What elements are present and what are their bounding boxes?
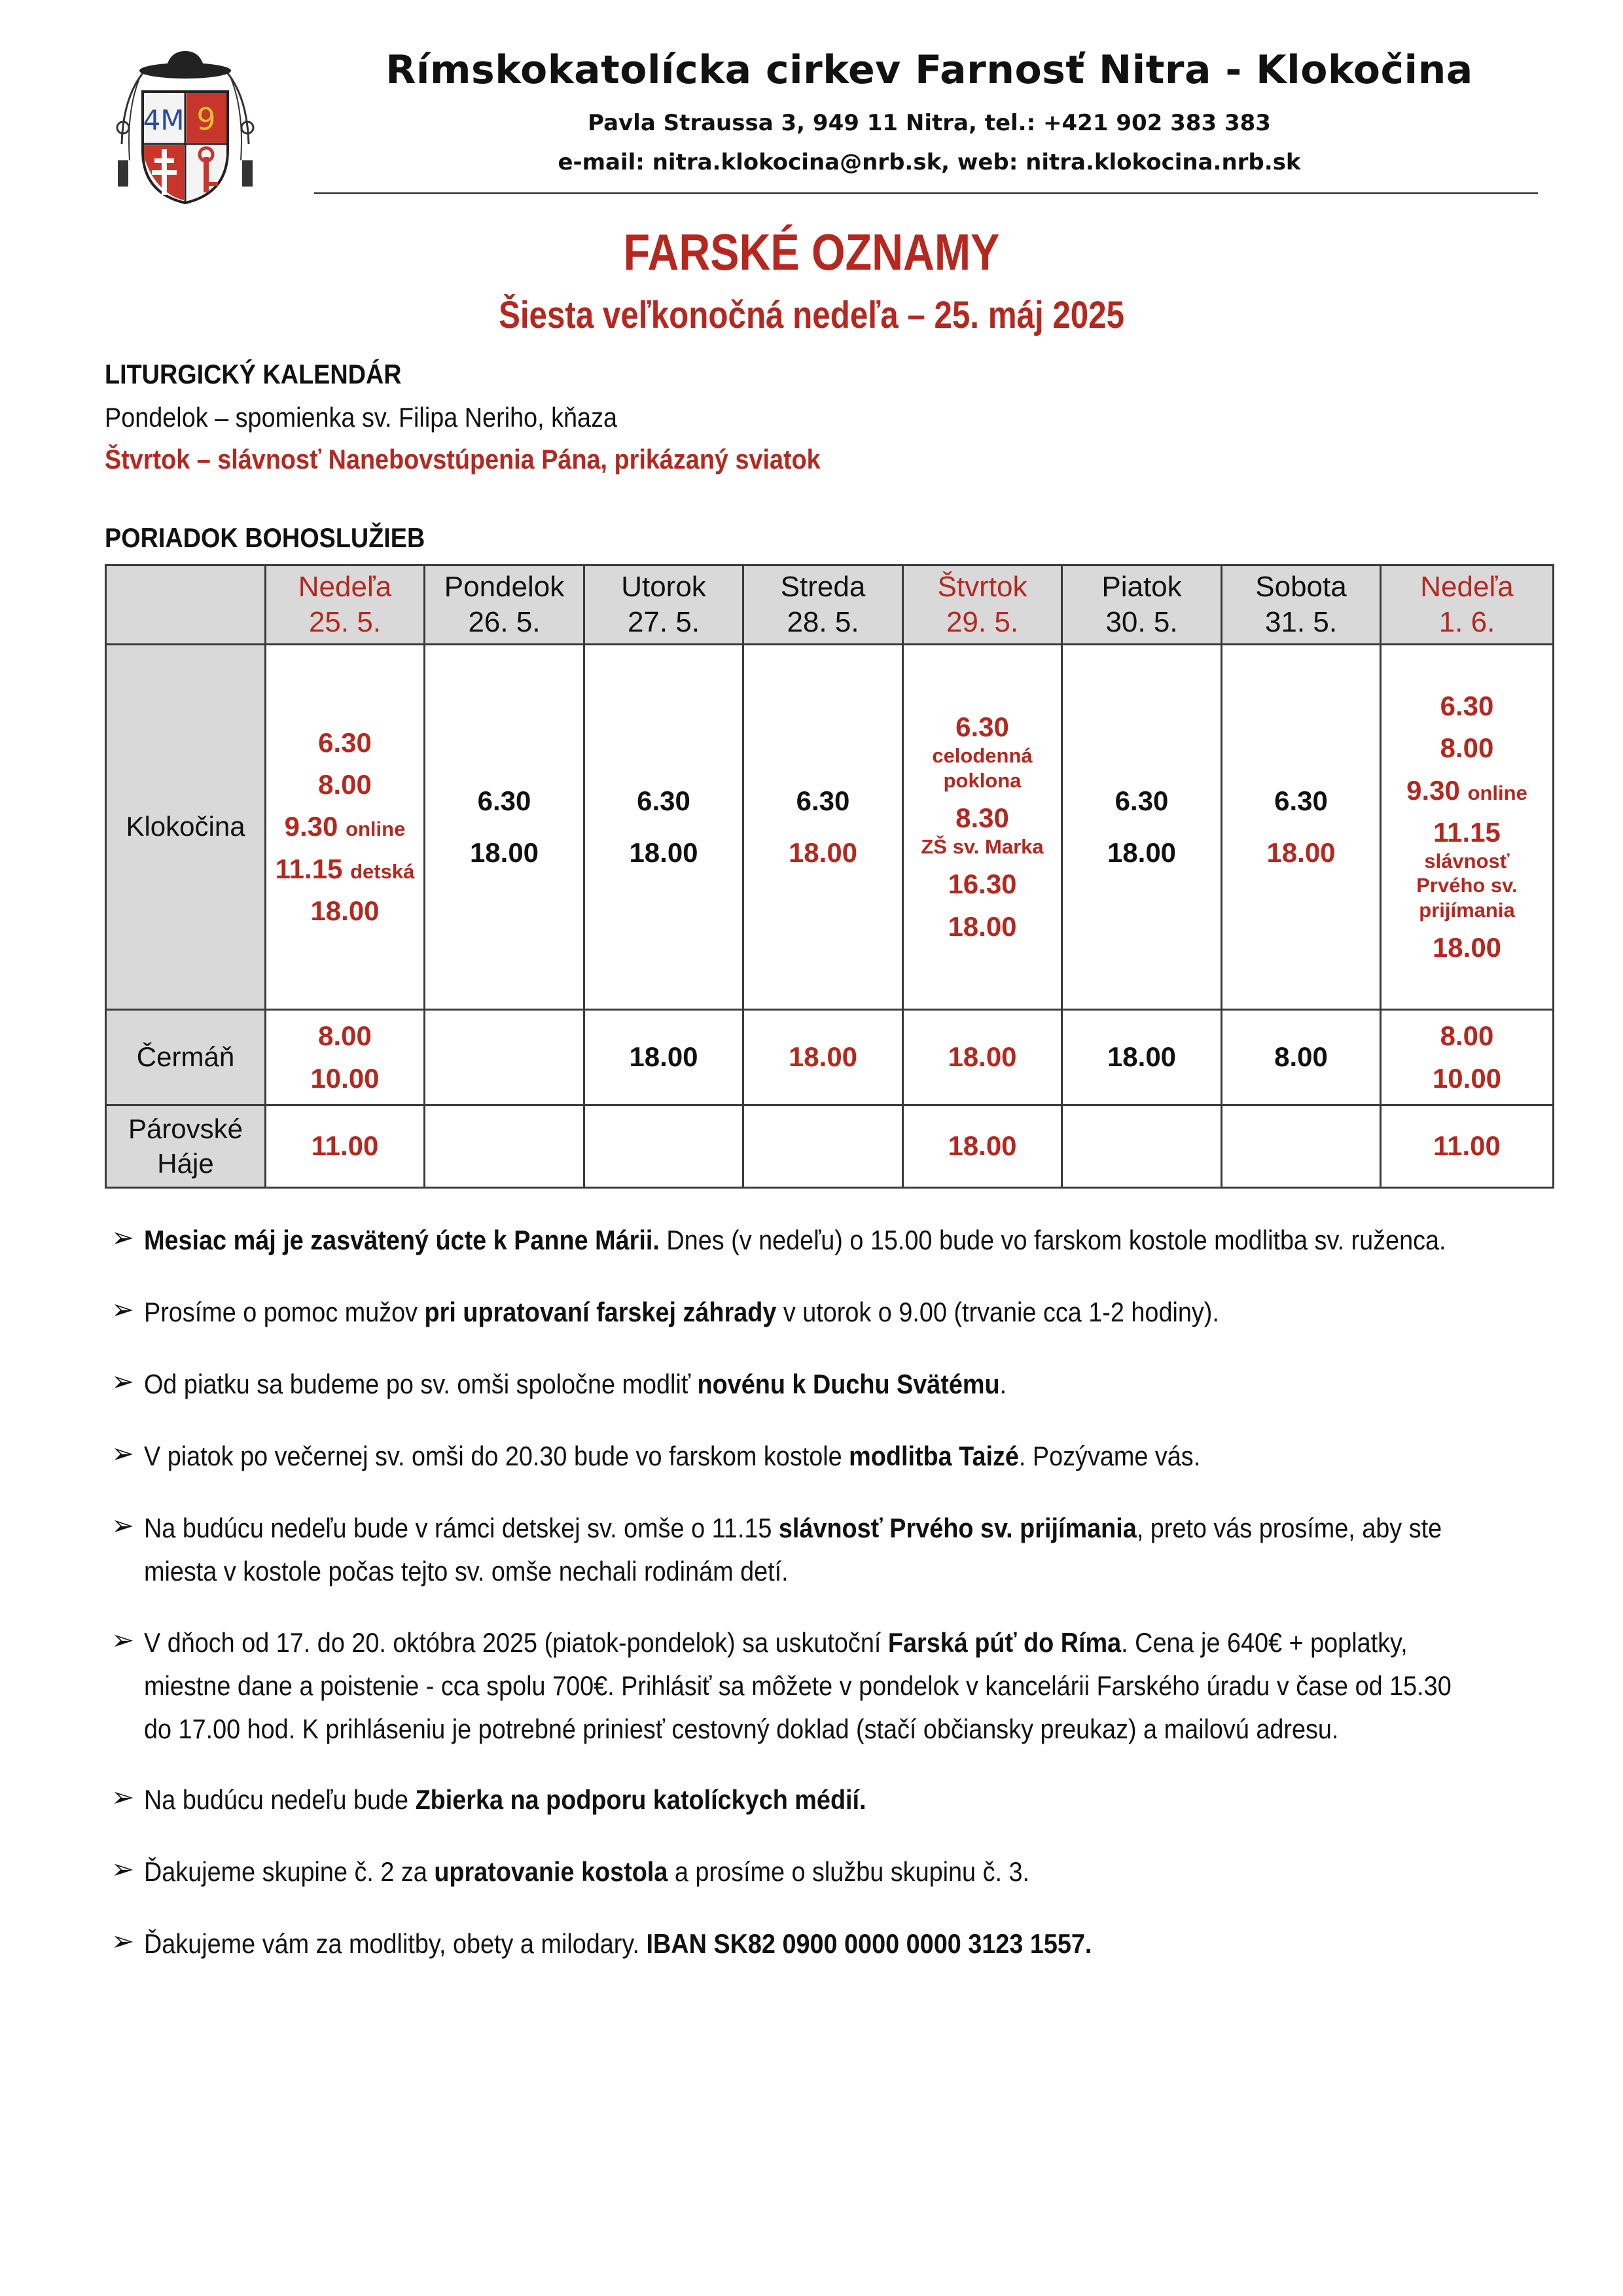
cerman-saturday-cell: 8.00 [1222, 1010, 1381, 1105]
day-header-tuesday: Utorok 27. 5. [584, 565, 743, 645]
cerman-tuesday-cell: 18.00 [584, 1010, 743, 1105]
schedule-header-row [106, 565, 1554, 645]
klokocina-tuesday-cell: 6.30 18.00 [584, 645, 743, 1010]
cerman-thursday-cell: 18.00 [903, 1010, 1062, 1105]
schedule-row-klokocina [106, 645, 1554, 1010]
parovske-wednesday-cell [743, 1105, 903, 1188]
day-header-wednesday: Streda 28. 5. [743, 565, 903, 645]
day-header-next-sunday: Nedeľa 1. 6. [1381, 565, 1554, 645]
day-header-monday: Pondelok 26. 5. [425, 565, 584, 645]
cerman-wednesday-cell: 18.00 [743, 1010, 903, 1105]
mass-schedule-table [105, 564, 1554, 1189]
parovske-monday-cell [425, 1105, 584, 1188]
arrow-bullet-icon: ➢ [111, 1438, 135, 1469]
cerman-monday-cell [425, 1010, 584, 1105]
klokocina-saturday-cell: 6.30 18.00 [1222, 645, 1381, 1010]
document-title: FARSKÉ OZNAMY [623, 223, 1000, 281]
parovske-saturday-cell [1222, 1105, 1381, 1188]
schedule-row-parovske-haje [106, 1105, 1554, 1188]
klokocina-friday-cell: 6.30 18.00 [1062, 645, 1222, 1010]
klokocina-next-sunday-cell: 6.30 8.00 9.30 online 11.15 slávnosť Prvého sv. prijímania 18.00 [1381, 645, 1554, 1010]
arrow-bullet-icon: ➢ [111, 1854, 135, 1884]
day-header-sunday: Nedeľa 25. 5. [266, 565, 425, 645]
day-header-friday: Piatok 30. 5. [1062, 565, 1222, 645]
klokocina-monday-cell: 6.30 18.00 [425, 645, 584, 1010]
calendar-line-thursday: Štvrtok – slávnosť Nanebovstúpenia Pána, prikázaný sviatok [105, 444, 821, 475]
arrow-bullet-icon: ➢ [111, 1366, 135, 1397]
arrow-bullet-icon: ➢ [111, 1222, 135, 1253]
svg-text:9: 9 [196, 101, 216, 137]
place-label-klokocina: Klokočina [106, 645, 266, 1010]
day-header-saturday: Sobota 31. 5. [1222, 565, 1381, 645]
header-divider [314, 192, 1538, 194]
day-header-thursday: Štvrtok 29. 5. [903, 565, 1062, 645]
parovske-next-sunday-cell: 11.00 [1381, 1105, 1554, 1188]
cerman-sunday-cell: 8.00 10.00 [266, 1010, 425, 1105]
header-corner [106, 565, 266, 645]
document-subtitle: Šiesta veľkonočná nedeľa – 25. máj 2025 [498, 294, 1125, 336]
arrow-bullet-icon: ➢ [111, 1624, 135, 1655]
svg-text:4M: 4M [143, 104, 185, 136]
parish-name: Rímskokatolícka cirkev Farnosť Nitra - Klokočina [385, 47, 1473, 93]
parish-address: Pavla Straussa 3, 949 11 Nitra, tel.: +421 902 383 383 [588, 110, 1271, 136]
klokocina-thursday-cell: 6.30 celodenná poklona 8.30 ZŠ sv. Marka 16.30 18.00 [903, 645, 1062, 1010]
cerman-next-sunday-cell: 8.00 10.00 [1381, 1010, 1554, 1105]
arrow-bullet-icon: ➢ [111, 1926, 135, 1956]
klokocina-sunday-cell: 6.30 8.00 9.30 online 11.15 detská 18.00 [266, 645, 425, 1010]
parovske-friday-cell [1062, 1105, 1222, 1188]
liturgical-calendar-heading: LITURGICKÝ KALENDÁR [105, 359, 402, 389]
schedule-heading: PORIADOK BOHOSLUŽIEB [105, 522, 425, 553]
place-label-cerman: Čermáň [106, 1010, 266, 1105]
place-label-parovske-haje: Párovské Háje [106, 1105, 266, 1188]
schedule-row-cerman [106, 1010, 1554, 1105]
arrow-bullet-icon: ➢ [111, 1510, 135, 1541]
arrow-bullet-icon: ➢ [111, 1782, 135, 1812]
parovske-tuesday-cell [584, 1105, 743, 1188]
cerman-friday-cell: 18.00 [1062, 1010, 1222, 1105]
calendar-line-monday: Pondelok – spomienka sv. Filipa Neriho, kňaza [105, 402, 618, 433]
parovske-thursday-cell: 18.00 [903, 1105, 1062, 1188]
arrow-bullet-icon: ➢ [111, 1294, 135, 1325]
klokocina-wednesday-cell: 6.30 18.00 [743, 645, 903, 1010]
parish-crest-icon [103, 46, 267, 209]
parish-contact: e-mail: nitra.klokocina@nrb.sk, web: nitra.klokocina.nrb.sk [558, 149, 1301, 175]
parovske-sunday-cell: 11.00 [266, 1105, 425, 1188]
